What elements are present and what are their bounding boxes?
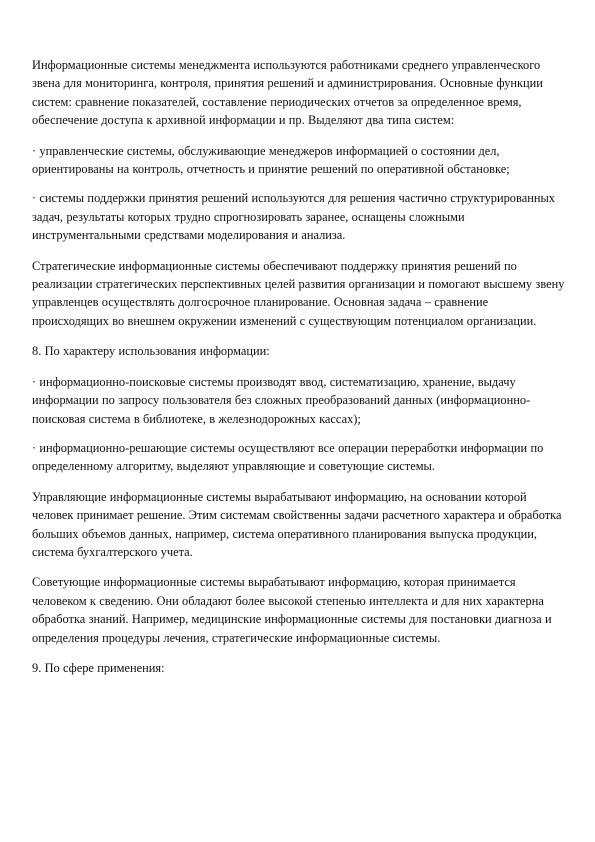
paragraph-control-systems: Управляющие информационные системы вырабатывают информацию, на основании которой человек принимает решение. Этим системам свойственны задачи расчетного характера и обработка больших объемов данных, например, система оперативного планирования выпуска продукции, система бухгалтерского учета. <box>32 489 562 559</box>
paragraph-management-systems: Информационные системы менеджмента используются работниками среднего управленческого звена для мониторинга, контроля, принятия решений и администрирования. Основные функции систем: сравнение показателей, составление периодических отчетов за определенное время, обеспечение доступа к архивной информации и пр. Выделяют два типа систем: <box>32 58 543 128</box>
list-item-information-solving-systems: · информационно-решающие системы осуществляют все операции переработки информации по определенному алгоритму, выделяют управляющие и советующие системы. <box>32 440 544 474</box>
list-item-management-reporting-systems: · управленческие системы, обслуживающие менеджеров информацией о состоянии дел, ориентированы на контроль, отчетность и принятие решений по оперативной обстановке; <box>32 143 510 177</box>
section-heading-information-use: 8. По характеру использования информации: <box>32 344 270 359</box>
document-body <box>32 56 567 689</box>
paragraph-strategic-systems: Стратегические информационные системы обеспечивают поддержку принятия решений по реализации стратегических перспективных целей развития организации и помогают высшему звену управленцев осуществлять долгосрочное планирование. Основная задача – сравнение происходящих во внешнем окружении изменений с существующим потенциалом организации. <box>32 258 565 328</box>
list-item-decision-support-systems: · системы поддержки принятия решений используются для решения частично структурированных задач, результаты которых трудно спрогнозировать заранее, оснащены сложными инструментальными средствами моделирования и анализа. <box>32 191 555 243</box>
paragraph-advisory-systems: Советующие информационные системы вырабатывают информацию, которая принимается человеком к сведению. Они обладают более высокой степенью интеллекта и для них характерна обработка знаний. Например, медицинские информационные системы для постановки диагноза и определения процедуры лечения, стратегические информационные системы. <box>32 575 552 645</box>
section-heading-application-area: 9. По сфере применения: <box>32 660 165 675</box>
list-item-information-retrieval-systems: · информационно-поисковые системы производят ввод, систематизацию, хранение, выдачу информации по запросу пользователя без сложных преобразований данных (информационно-поисковая система в библиотеке, в железнодорожных кассах); <box>32 374 531 426</box>
